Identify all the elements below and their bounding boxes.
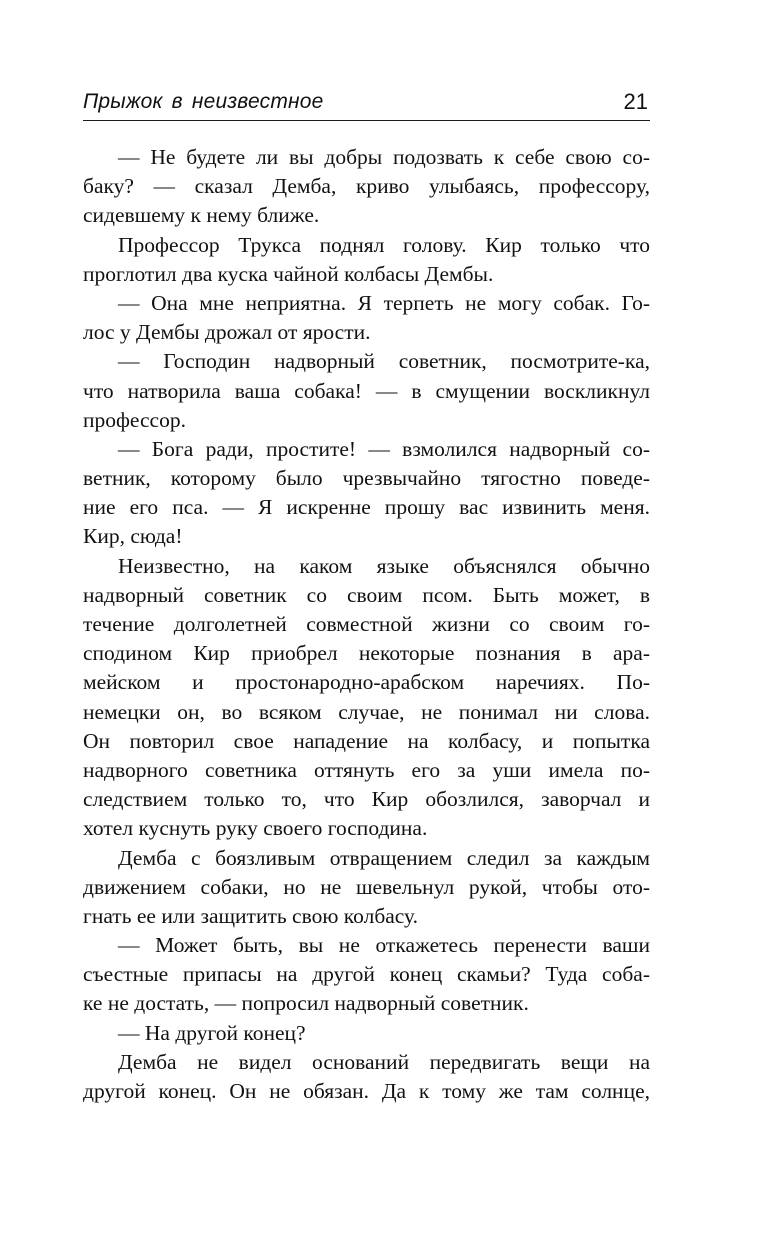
text-line: Демба не видел оснований передвигать вещи на: [118, 1049, 650, 1074]
text-line: мейском и простонародно-арабском наречиях. По-: [83, 670, 650, 695]
text-line: немецки он, во всяком случае, не понимал ни слова.: [83, 699, 650, 724]
text-line: другой конец. Он не обязан. Да к тому же там солнце,: [83, 1079, 650, 1103]
text-line: — Не будете ли вы добры подозвать к себе свою со-: [118, 145, 650, 169]
text-line: ние его пса. — Я искренне прошу вас извинить меня.: [83, 495, 650, 520]
text-line: надворного советника оттянуть его за уши имела по-: [83, 757, 650, 782]
text-line: течение долголетней совместной жизни со своим го-: [83, 612, 650, 636]
text-line: Он повторил свое нападение на колбасу, и попытка: [83, 728, 650, 753]
text-line: надворный советник со своим псом. Быть может, в: [83, 582, 650, 607]
text-line: баку? — сказал Демба, криво улыбаясь, профессору,: [83, 174, 650, 199]
text-line: проглотил два куска чайной колбасы Дембы.: [83, 261, 494, 286]
text-line: профессор.: [83, 407, 186, 432]
body-text: [83, 143, 650, 1106]
text-line: Демба с боязливым отвращением следил за каждым: [118, 845, 650, 870]
book-title: Прыжок в неизвестное: [83, 90, 324, 113]
text-line: съестные припасы на другой конец скамьи? Туда соба-: [83, 962, 650, 987]
text-line: Неизвестно, на каком языке объяснялся обычно: [118, 553, 650, 578]
text-line: Профессор Трукса поднял голову. Кир только что: [118, 232, 650, 257]
text-line: — Бога ради, простите! — взмолился надворный со-: [118, 436, 650, 461]
text-line: ветник, которому было чрезвычайно тягостно поведе-: [83, 466, 650, 491]
text-line: хотел куснуть руку своего господина.: [83, 816, 428, 841]
text-line: гнать ее или защитить свою колбасу.: [83, 903, 419, 928]
text-line: следствием только то, что Кир обозлился, заворчал и: [83, 787, 650, 812]
text-line: — Господин надворный советник, посмотрите-ка,: [118, 349, 650, 374]
text-line: ке не достать, — попросил надворный советник.: [83, 991, 529, 1016]
text-line: что натворила ваша собака! — в смущении воскликнул: [83, 378, 650, 403]
text-line: лос у Дембы дрожал от ярости.: [83, 320, 371, 345]
text-line: — Может быть, вы не откажетесь перенести ваши: [118, 933, 650, 958]
text-line: движением собаки, но не шевельнул рукой, чтобы ото-: [83, 874, 650, 899]
page-number: 21: [623, 89, 648, 114]
text-line: сидевшему к нему ближе.: [83, 203, 320, 228]
text-line: — Она мне неприятна. Я терпеть не могу собак. Го-: [118, 290, 650, 315]
text-line: Кир, сюда!: [83, 524, 183, 549]
running-header: [83, 86, 650, 121]
text-line: сподином Кир приобрел некоторые познания в ара-: [83, 641, 650, 666]
text-line: — На другой конец?: [118, 1020, 306, 1045]
